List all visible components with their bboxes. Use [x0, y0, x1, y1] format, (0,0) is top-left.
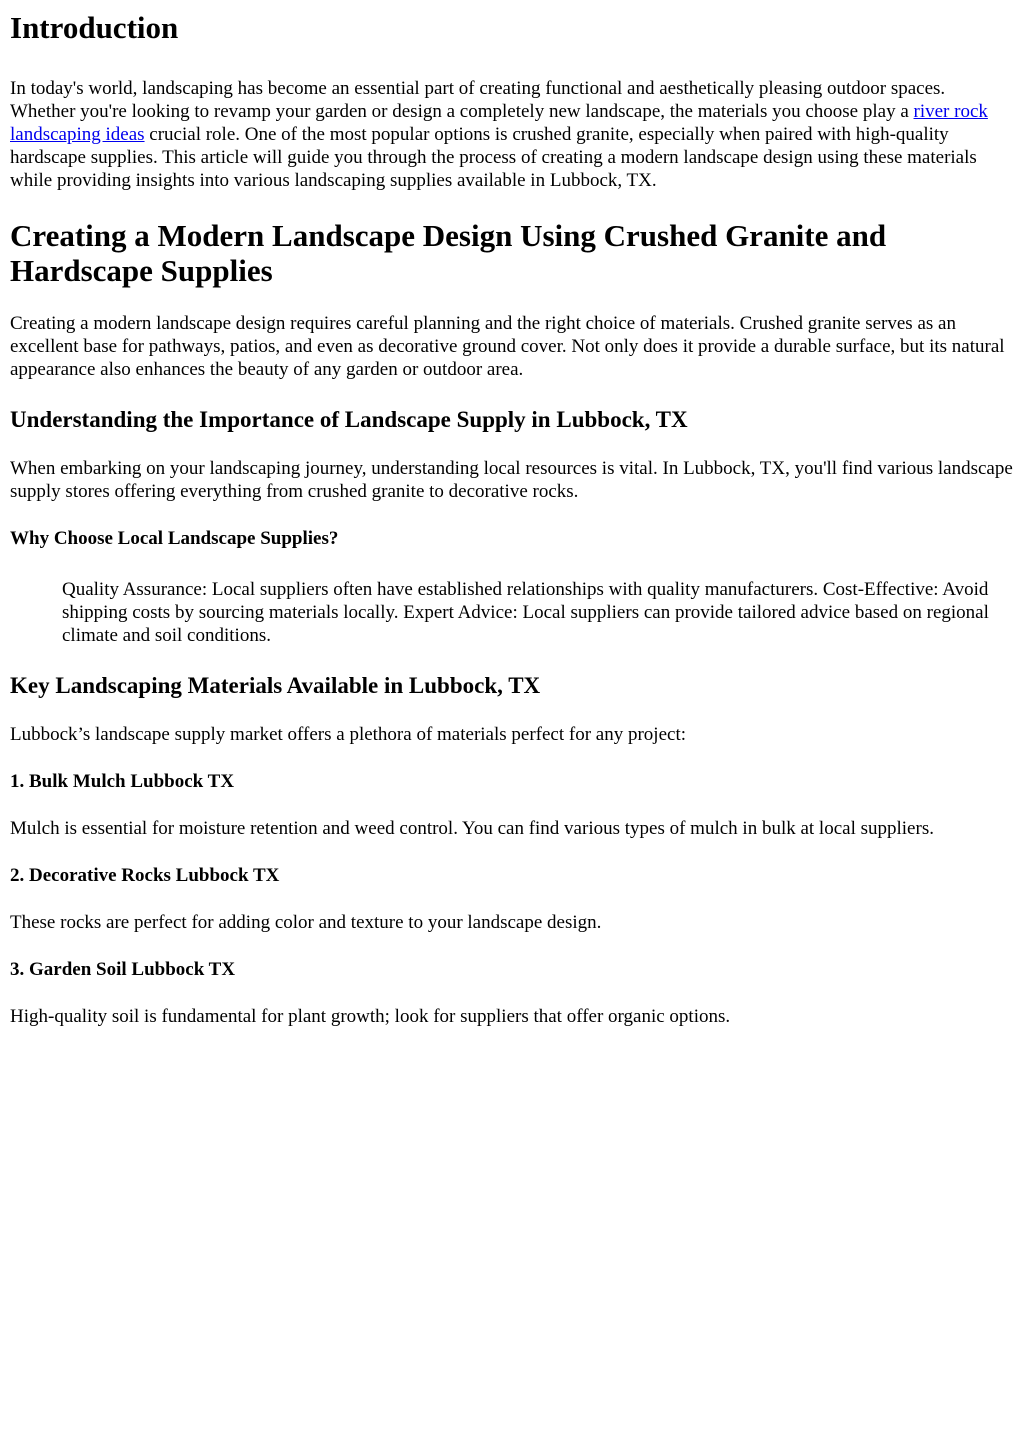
material-item-paragraph: High-quality soil is fundamental for plant growth; look for suppliers that offer organic options.	[10, 1006, 731, 1027]
material-item-paragraph: Mulch is essential for moisture retention and weed control. You can find various types of mulch in bulk at local suppliers.	[10, 818, 934, 839]
main-paragraph: Creating a modern landscape design requires careful planning and the right choice of materials. Crushed granite serves as an excellent base for pathways, patios, and even as decorative ground cover. Not only does it provide a durable surface, but its natural appearance also enhances the beauty of any garden or outdoor area.	[10, 313, 1005, 380]
intro-paragraph	[10, 77, 1014, 192]
main-heading: Creating a Modern Landscape Design Using Crushed Granite and Hardscape Supplies	[10, 218, 887, 288]
material-item-heading: 2. Decorative Rocks Lubbock TX	[10, 865, 280, 886]
river-rock-link[interactable]: river rock landscaping ideas	[10, 101, 988, 145]
materials-paragraph: Lubbock’s landscape supply market offers a plethora of materials perfect for any project:	[10, 724, 687, 745]
material-item-heading: 3. Garden Soil Lubbock TX	[10, 959, 236, 980]
intro-text-before-link: In today's world, landscaping has become an essential part of creating functional and aesthetically pleasing outdoor spaces. Whether you're looking to revamp your garden or design a completely new landscape, the materials you choose play a	[10, 78, 946, 122]
material-item-paragraph: These rocks are perfect for adding color and texture to your landscape design.	[10, 912, 602, 933]
article-page	[0, 10, 1024, 1028]
intro-text-after-link: crucial role. One of the most popular options is crushed granite, especially when paired with high-quality hardscape supplies. This article will guide you through the process of creating a modern landscape design using these materials while providing insights into various landscaping supplies available in Lubbock, TX.	[10, 124, 977, 191]
why-local-quote: Quality Assurance: Local suppliers often have established relationships with quality manufacturers. Cost-Effective: Avoid shipping costs by sourcing materials locally. Expert Advice: Local suppliers can provide tailored advice based on regional climate and soil conditions.	[62, 579, 989, 646]
intro-heading: Introduction	[10, 10, 179, 45]
why-local-heading: Why Choose Local Landscape Supplies?	[10, 528, 339, 549]
importance-heading: Understanding the Importance of Landscape Supply in Lubbock, TX	[10, 407, 688, 432]
materials-heading: Key Landscaping Materials Available in Lubbock, TX	[10, 673, 541, 698]
importance-paragraph: When embarking on your landscaping journey, understanding local resources is vital. In Lubbock, TX, you'll find various landscape supply stores offering everything from crushed granite to decorative rocks.	[10, 458, 1013, 502]
material-item-heading: 1. Bulk Mulch Lubbock TX	[10, 771, 235, 792]
